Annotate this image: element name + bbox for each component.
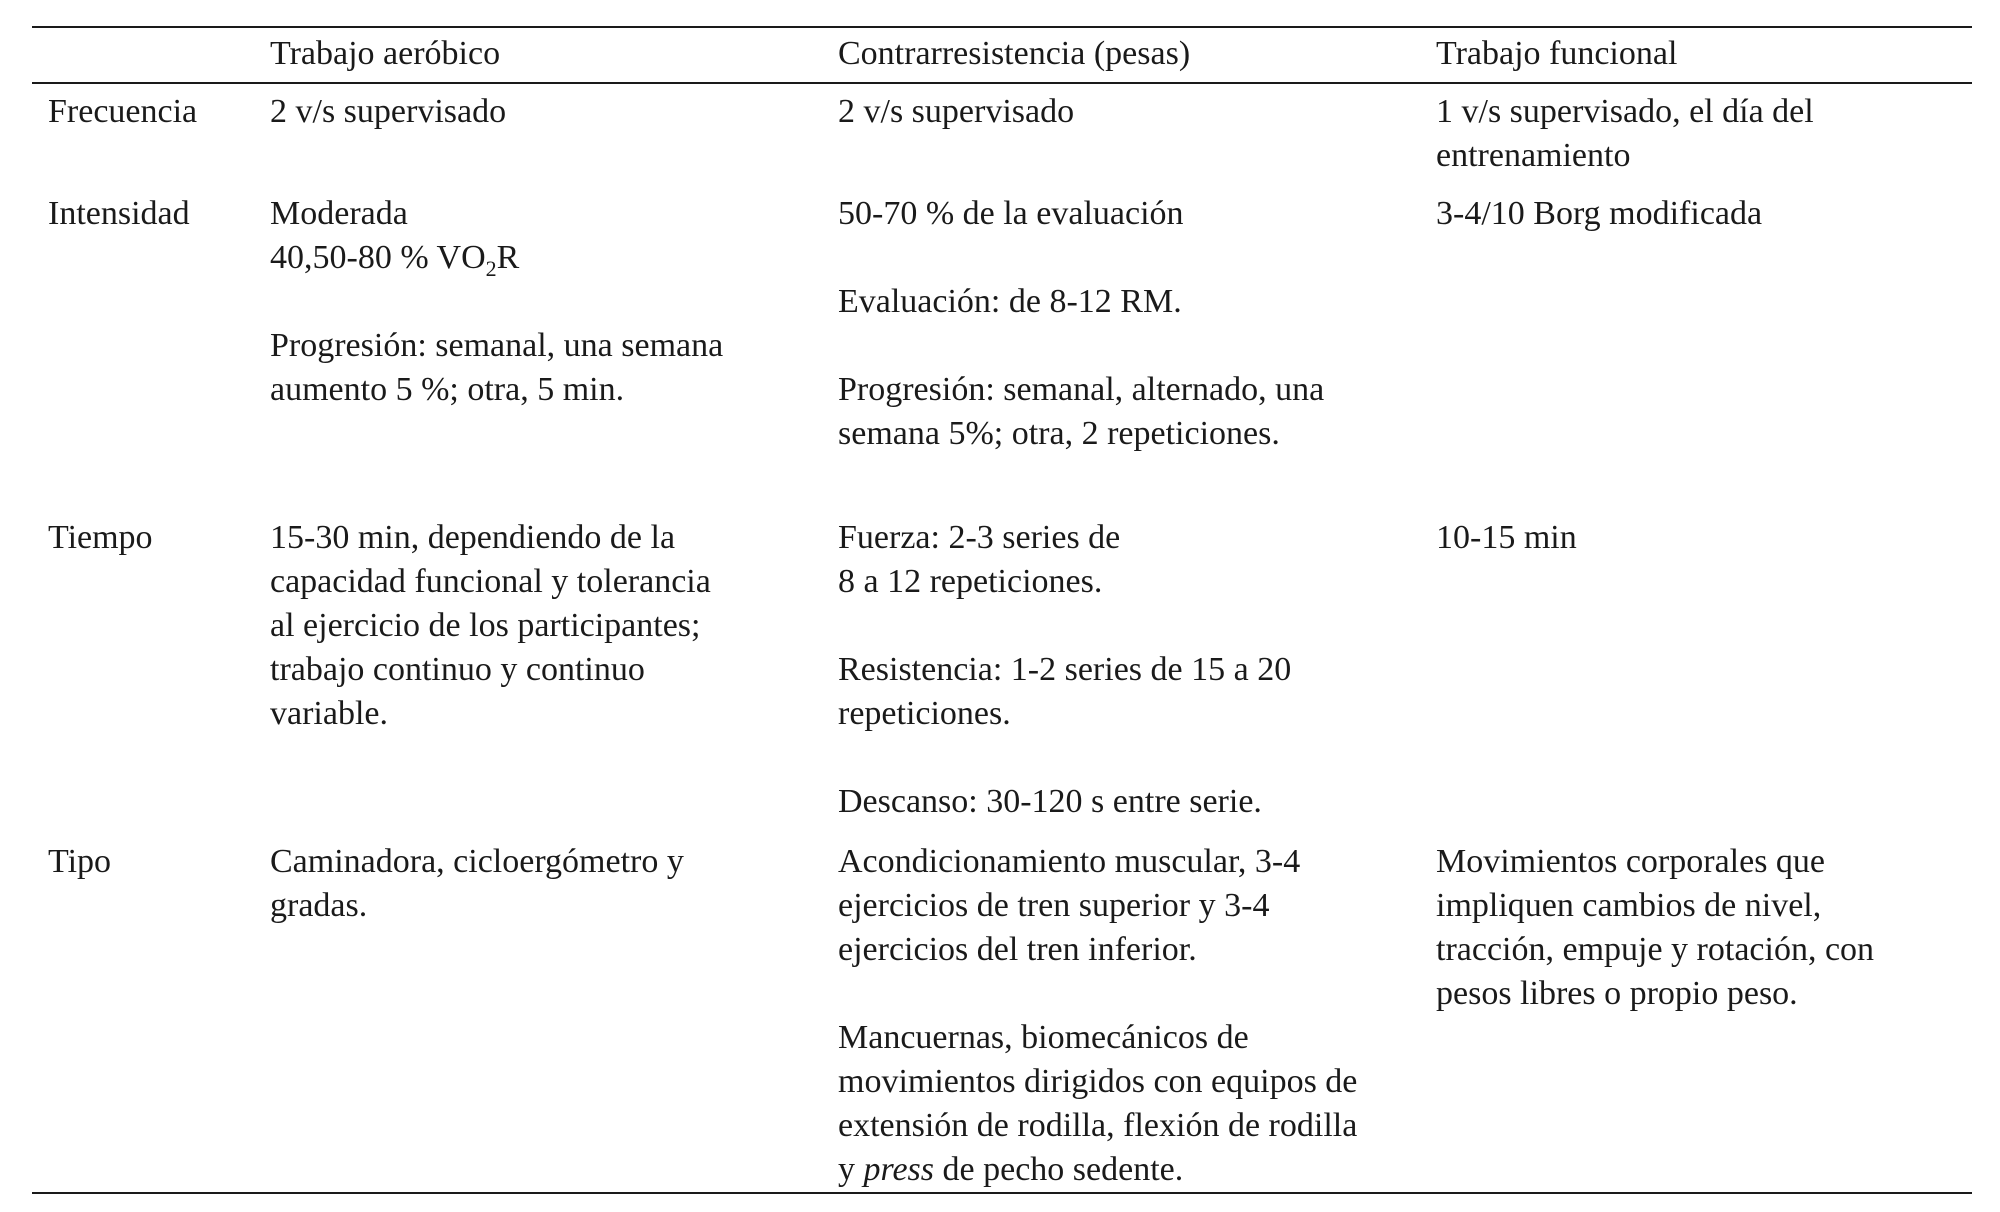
cell-line-vo2r bbox=[270, 236, 723, 280]
row-label-frecuencia: Frecuencia bbox=[48, 93, 198, 130]
cell-line: Resistencia: 1-2 series de 15 a 20 bbox=[838, 651, 1292, 688]
frecuencia-resistance bbox=[838, 90, 1074, 134]
cell-line: ejercicios de tren superior y 3-4 bbox=[838, 887, 1270, 924]
cell-line: Fuerza: 2-3 series de bbox=[838, 519, 1121, 556]
cell-line: repeticiones. bbox=[838, 695, 1011, 732]
cell-line: semana 5%; otra, 2 repeticiones. bbox=[838, 415, 1280, 452]
press-italic: press bbox=[863, 1151, 935, 1188]
cell-line: 2 v/s supervisado bbox=[270, 93, 507, 130]
paragraph-gap bbox=[838, 972, 1357, 1016]
header-resistance: Contrarresistencia (pesas) bbox=[838, 35, 1191, 72]
cell-line: variable. bbox=[270, 695, 388, 732]
cell-line: 2 v/s supervisado bbox=[838, 93, 1075, 130]
cell-line: pesos libres o propio peso. bbox=[1436, 975, 1798, 1012]
paragraph-gap bbox=[270, 280, 723, 324]
cell-line: Evaluación: de 8-12 RM. bbox=[838, 283, 1182, 320]
frecuencia-functional bbox=[1436, 90, 1814, 178]
paragraph-gap bbox=[838, 604, 1291, 648]
paragraph-gap bbox=[838, 736, 1291, 780]
cell-line: Caminadora, cicloergómetro y bbox=[270, 843, 684, 880]
header-functional: Trabajo funcional bbox=[1436, 35, 1678, 72]
cell-line: Movimientos corporales que bbox=[1436, 843, 1826, 880]
cell-line: Progresión: semanal, alternado, una bbox=[838, 371, 1325, 408]
cell-line: extensión de rodilla, flexión de rodilla bbox=[838, 1107, 1358, 1144]
tiempo-functional bbox=[1436, 516, 1577, 560]
cell-line: Progresión: semanal, una semana bbox=[270, 327, 724, 364]
press-prefix: y bbox=[838, 1151, 864, 1188]
cell-line: tracción, empuje y rotación, con bbox=[1436, 931, 1875, 968]
tipo-aerobic bbox=[270, 840, 684, 928]
tiempo-aerobic bbox=[270, 516, 711, 736]
cell-line: 8 a 12 repeticiones. bbox=[838, 563, 1103, 600]
table-bottom-rule bbox=[32, 1192, 1972, 1194]
cell-line: impliquen cambios de nivel, bbox=[1436, 887, 1822, 924]
table-top-rule bbox=[32, 26, 1972, 28]
intensidad-functional bbox=[1436, 192, 1762, 236]
row-label-tiempo: Tiempo bbox=[48, 519, 153, 556]
tipo-resistance bbox=[838, 840, 1357, 1192]
row-label-tipo: Tipo bbox=[48, 843, 112, 880]
vo2-subscript: 2 bbox=[485, 256, 497, 281]
cell-line: entrenamiento bbox=[1436, 137, 1631, 174]
paragraph-gap bbox=[838, 236, 1324, 280]
cell-line: 3-4/10 Borg modificada bbox=[1436, 195, 1763, 232]
cell-line: Acondicionamiento muscular, 3-4 bbox=[838, 843, 1301, 880]
cell-line: trabajo continuo y continuo bbox=[270, 651, 645, 688]
cell-line: gradas. bbox=[270, 887, 368, 924]
paragraph-gap bbox=[838, 324, 1324, 368]
frecuencia-aerobic bbox=[270, 90, 506, 134]
press-suffix: de pecho sedente. bbox=[934, 1151, 1184, 1188]
table-header-rule bbox=[32, 82, 1972, 84]
cell-line: Mancuernas, biomecánicos de bbox=[838, 1019, 1249, 1056]
row-label-intensidad: Intensidad bbox=[48, 195, 190, 232]
cell-line: 1 v/s supervisado, el día del bbox=[1436, 93, 1814, 130]
intensidad-aerobic bbox=[270, 192, 723, 412]
header-aerobic: Trabajo aeróbico bbox=[270, 35, 501, 72]
cell-line: al ejercicio de los participantes; bbox=[270, 607, 701, 644]
cell-line: 10-15 min bbox=[1436, 519, 1577, 556]
cell-line: 15-30 min, dependiendo de la bbox=[270, 519, 676, 556]
cell-line-press bbox=[838, 1148, 1357, 1192]
tipo-functional bbox=[1436, 840, 1874, 1016]
cell-line: 50-70 % de la evaluación bbox=[838, 195, 1184, 232]
intensidad-resistance bbox=[838, 192, 1324, 456]
cell-line: Moderada bbox=[270, 195, 408, 232]
cell-line: capacidad funcional y tolerancia bbox=[270, 563, 711, 600]
cell-line: aumento 5 %; otra, 5 min. bbox=[270, 371, 625, 408]
tiempo-resistance bbox=[838, 516, 1291, 824]
cell-line: movimientos dirigidos con equipos de bbox=[838, 1063, 1358, 1100]
cell-line: ejercicios del tren inferior. bbox=[838, 931, 1197, 968]
vo2r-suffix: R bbox=[496, 239, 520, 276]
vo2-text: 40,50-80 % VO bbox=[270, 239, 486, 276]
cell-line: Descanso: 30-120 s entre serie. bbox=[838, 783, 1262, 820]
